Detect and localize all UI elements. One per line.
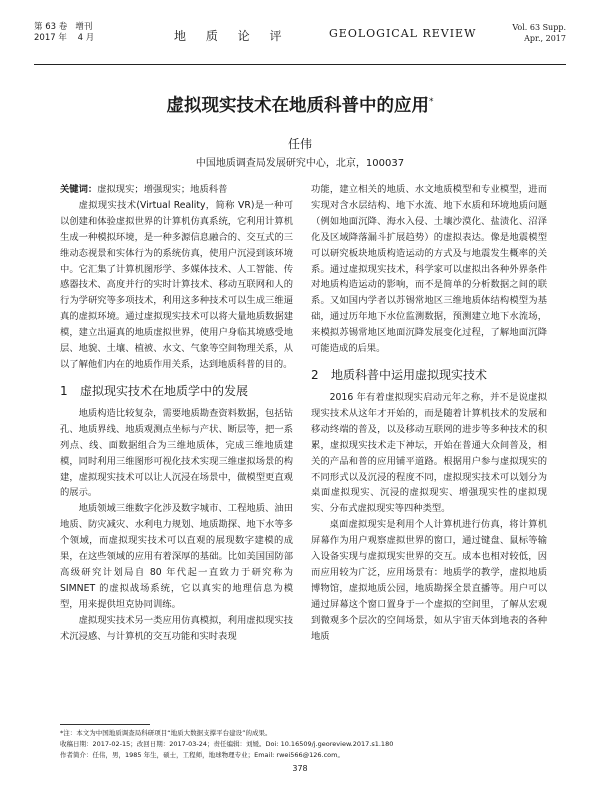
header-vol-cn: 第 63 卷 增刊	[34, 22, 93, 32]
footnote-author-info: 作者简介：任伟，男，1985 年生，硕士，工程师，地球物理专业；Email: rwei566@126.com。	[60, 751, 344, 759]
paragraph: 2016 年有着虚拟现实启动元年之称，并不是说虚拟现实技术从这年才开始的，而是随着计算机技术的发展和移动终端的普及，以及移动互联网的进步等多种技术的积累，虚拟现实技术走下神坛，开始在普通大众间普及，相关的产品和普的应用铺平道路。根据用户参与虚拟现实的不同形式以及沉浸的程度不同，虚拟现实技术可以划分为桌面虚拟现实、沉浸的虚拟现实、增强现实性的虚拟现实、分布式虚拟现实等四种类型。	[311, 391, 547, 515]
paragraph: 地质构造比较复杂，需要地质勘查资料数据，包括钻孔、地质界线、地质观测点坐标与产状、断层等，把一系列点、线、面数据组合为三维地质体，完成三维地质建模，同时利用三维图形可视化技术实现三维虚拟场景的构建，虚拟现实技术可以让人沉浸在场景中，做模型更直观的展示。	[60, 407, 293, 499]
header-vol-en: Vol. 63 Supp.	[512, 23, 566, 32]
article-title-text: 虚拟现实技术在地质科普中的应用	[166, 96, 429, 116]
paragraph: 虚拟现实技术另一类应用仿真模拟，利用虚拟现实技术沉浸感、与计算机的交互功能和实时表现	[60, 614, 293, 642]
section-number: 1	[60, 383, 68, 398]
header-rule	[34, 64, 566, 65]
section-title: 地质科普中运用虚拟现实技术	[331, 367, 488, 382]
section-heading-1	[60, 382, 293, 400]
footnote-note: *注：本文为中国地质调查局科研项目“地质大数据支撑平台建设”的成果。	[60, 729, 272, 737]
keywords-text: 虚拟现实；增强现实；地质科普	[97, 184, 228, 195]
section-heading-2	[311, 366, 547, 384]
paragraph: 功能，建立相关的地质、水文地质模型和专业模型，进而实现对含水层结构、地下水流、地下水质和环境地质问题（例如地面沉降、海水入侵、土壤沙漠化、盐渍化、沼泽化及区域降落漏斗扩展趋势）的虚拟表达。像是地震模型可以研究板块地质构造运动的方式及与地震发生概率的关系。通过虚拟现实技术，科学家可以虚拟出各种外界条件对地质构造运动的影响，而不是简单的分析数据之间的联系。又如国内学者以苏锡常地区三维地质体结构模型为基础，通过历年地下水位监测数据，预测建立地下水流场，来模拟苏锡常地区地面沉降发展变化过程，了解地面沉降可能造成的后果。	[311, 184, 547, 355]
journal-name-cn: 地 质 论 评	[174, 29, 290, 43]
title-footnote-mark: *	[429, 97, 434, 108]
header-volume-cn	[34, 22, 94, 44]
paragraph: 地质领域三维数字化涉及数字城市、工程地质、油田地质、防灾减灾、水利电力规划、地质勘探、地下水等多个领域，而虚拟现实技术可以直观的展现数字建模的成果，在这些领域的应用有着深厚的基础。比如美国国防部高级研究计划局自 80 年代起一直致力于研究称为 SIMNET 的虚拟战场系统，它以真实的地理信息为模型，用来提供坦克协同训练。	[60, 503, 293, 610]
header-volume-en	[512, 22, 566, 44]
keywords-line	[60, 182, 293, 198]
paragraph: 虚拟现实技术(Virtual Reality，简称 VR)是一种可以创建和体验虚拟世界的计算机仿真系统，它利用计算机生成一种模拟环境，是一种多源信息融合的、交互式的三维动态视景和实体行为的系统仿真，使用户沉浸到该环境中。它汇集了计算机图形学、多媒体技术、人工智能、传感器技术、高度并行的实时计算技术、移动互联网和人的行为学研究等多项技术，利用这多种技术可以生成三维逼真的虚拟环境。通过虚拟现实技术可以将大量地质数据建模，建立出逼真的地质虚拟世界，使用户身临其境感受地层、地貌、土壤、植被、水文、气象等空间物理关系，从以了解他们内在的地质作用关系，达到地质科普的目的。	[60, 199, 293, 370]
paragraph: 桌面虚拟现实是利用个人计算机进行仿真，将计算机屏幕作为用户观察虚拟世界的窗口，通过键盘、鼠标等输入设备实现与虚拟现实世界的交互。成本也相对较低，因而应用较为广泛，应用场景有：地质学的教学，虚拟地质博物馆，虚拟地质公园，地质勘探全景直播等。用户可以通过屏幕这个窗口置身于一个虚拟的空间里，了解从宏观到微观多个层次的空间场景，如从宇宙天体到地表的各种地质	[311, 519, 547, 642]
author-name: 任伟	[287, 137, 312, 151]
journal-name-en: GEOLOGICAL REVIEW	[329, 27, 477, 40]
header-year-cn: 2017 年 4 月	[34, 33, 95, 43]
left-column	[60, 182, 293, 644]
affiliation: 中国地质调查局发展研究中心，北京，100037	[195, 158, 405, 169]
section-title: 虚拟现实技术在地质学中的发展	[80, 383, 249, 398]
footnote-rule	[60, 724, 150, 725]
right-column	[311, 182, 547, 644]
footnote-dates: 收稿日期：2017-02-15；改回日期：2017-03-24；责任编辑：刘媛。Doi: 10.16509/j.georeview.2017.s1.180	[60, 740, 394, 748]
footnotes	[60, 728, 550, 761]
header-date-en: Apr., 2017	[524, 34, 566, 43]
page-number: 378	[292, 764, 308, 773]
section-number: 2	[311, 367, 319, 382]
keywords-label: 关键词：	[60, 184, 98, 195]
article-title	[0, 92, 600, 117]
page-header	[34, 18, 566, 66]
